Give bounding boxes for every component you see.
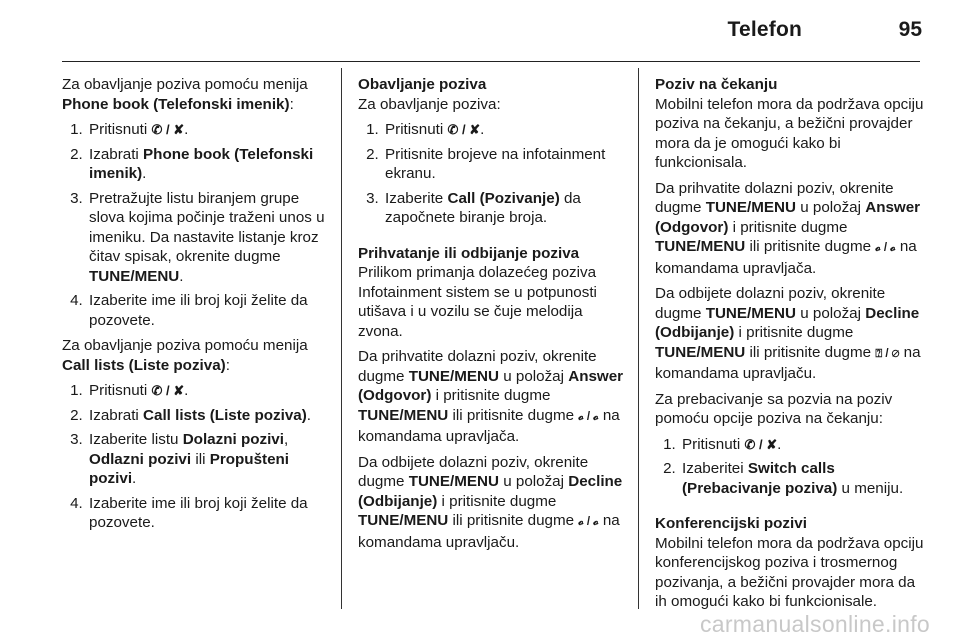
answer-call-icon: 𝓸 / 𝓸 — [578, 410, 599, 423]
page-title: Telefon — [727, 18, 802, 41]
answer-call-icon: 𝓸 / 𝓸 — [875, 242, 896, 254]
paragraph: Prilikom primanja dolazećeg poziva Infotainment sistem se u potpunosti utišava i u vozilu se čuje melodija zvona. — [358, 264, 597, 340]
list-item: 1. Pritisnuti ✆ / ✘. — [680, 435, 927, 455]
phone-end-icon: ✆ / ✘ — [744, 436, 778, 452]
answer-call-icon: 𝓸 / 𝓸 — [578, 516, 599, 528]
steps-list — [62, 120, 334, 330]
list-item: 3. Izaberite listu Dolazni pozivi, Odlazni pozivi ili Propušteni pozivi. — [87, 430, 334, 489]
column-3 — [655, 75, 927, 618]
list-item: 2. Izabrati Phone book (Telefonski imenik). — [87, 145, 334, 184]
page-number: 95 — [898, 18, 922, 41]
list-item: 1. Pritisnuti ✆ / ✘. — [383, 120, 630, 140]
paragraph: Da odbijete dolazni poziv, okrenite dugme TUNE/MENU u položaj Decline (Odbijanje) i pritisnite dugme TUNE/MENU ili pritisnite dugme 𝓸 / 𝓸 na komandama upravljaču. — [358, 453, 623, 551]
watermark: carmanualsonline.info — [699, 611, 930, 637]
list-item: 4. Izaberite ime ili broj koji želite da pozovete. — [87, 291, 334, 330]
section-heading: Obavljanje poziva — [358, 76, 487, 93]
header-rule — [62, 61, 920, 62]
section-heading: Konferencijski pozivi — [655, 515, 807, 532]
phone-end-icon: ✆ / ✘ — [447, 122, 481, 137]
steps-list — [358, 120, 630, 228]
list-item: 3. Pretražujte listu biranjem grupe slova kojima počinje traženi unos u imeniku. Da nastavite listanje kroz čitav spisak, okrenite dugme TUNE/MENU. — [87, 189, 334, 287]
list-item: 2. Pritisnite brojeve na infotainment ekranu. — [383, 145, 630, 184]
list-item: 4. Izaberite ime ili broj koji želite da pozovete. — [87, 494, 334, 533]
paragraph: Za obavljanje poziva: — [358, 95, 501, 113]
paragraph: Da prihvatite dolazni poziv, okrenite dugme TUNE/MENU u položaj Answer (Odgovor) i pritisnite dugme TUNE/MENU ili pritisnite dugme 𝓸 / 𝓸 na komandama upravljača. — [655, 179, 921, 277]
decline-call-icon: ⍰ / ⌀ — [875, 347, 900, 360]
phone-end-icon: ✆ / ✘ — [151, 122, 185, 137]
column-1 — [62, 75, 334, 539]
column-2 — [358, 75, 630, 558]
steps-list — [62, 381, 334, 533]
column-divider-2 — [638, 68, 639, 609]
paragraph: Da prihvatite dolazni poziv, okrenite dugme TUNE/MENU u položaj Answer (Odgovor) i pritisnite dugme TUNE/MENU ili pritisnite dugme 𝓸 / 𝓸 na komandama upravljača. — [358, 348, 624, 445]
section-heading: Prihvatanje ili odbijanje poziva — [358, 244, 580, 262]
list-item: 1. Pritisnuti ✆ / ✘. — [87, 120, 334, 140]
column-divider-1 — [341, 68, 342, 609]
steps-list — [655, 435, 927, 499]
paragraph: Za prebacivanje sa pozvia na poziv pomoću opcije poziva na čekanju: — [655, 390, 893, 427]
paragraph: Za obavljanje poziva pomoću menija Call lists (Liste poziva): — [62, 337, 308, 374]
paragraph: Da odbijete dolazni poziv, okrenite dugme TUNE/MENU u položaj Decline (Odbijanje) i pritisnite dugme TUNE/MENU ili pritisnite dugme ⍰ / ⌀ na komandama upravljaču. — [655, 285, 921, 382]
list-item: 2. Izabrati Call lists (Liste poziva). — [87, 406, 334, 426]
list-item: 2. Izaberitei Switch calls (Prebacivanje poziva) u meniju. — [680, 459, 927, 498]
phone-end-icon: ✆ / ✘ — [151, 383, 185, 398]
section-heading: Poziv na čekanju — [655, 76, 778, 93]
paragraph: Za obavljanje poziva pomoću menija Phone book (Telefonski imenik): — [62, 76, 308, 113]
list-item: 1. Pritisnuti ✆ / ✘. — [87, 381, 334, 401]
paragraph: Mobilni telefon mora da podržava opciju konferencijskog poziva i trosmernog pozivanja, a bežični provajder mora da ih omogući kako bi funkcionisale. — [655, 534, 924, 610]
list-item: 3. Izaberite Call (Pozivanje) da započnete biranje broja. — [383, 189, 630, 228]
paragraph: Mobilni telefon mora da podržava opciju poziva na čekanju, a bežični provajder mora da je omogući kako bi funkcionisala. — [655, 95, 924, 171]
